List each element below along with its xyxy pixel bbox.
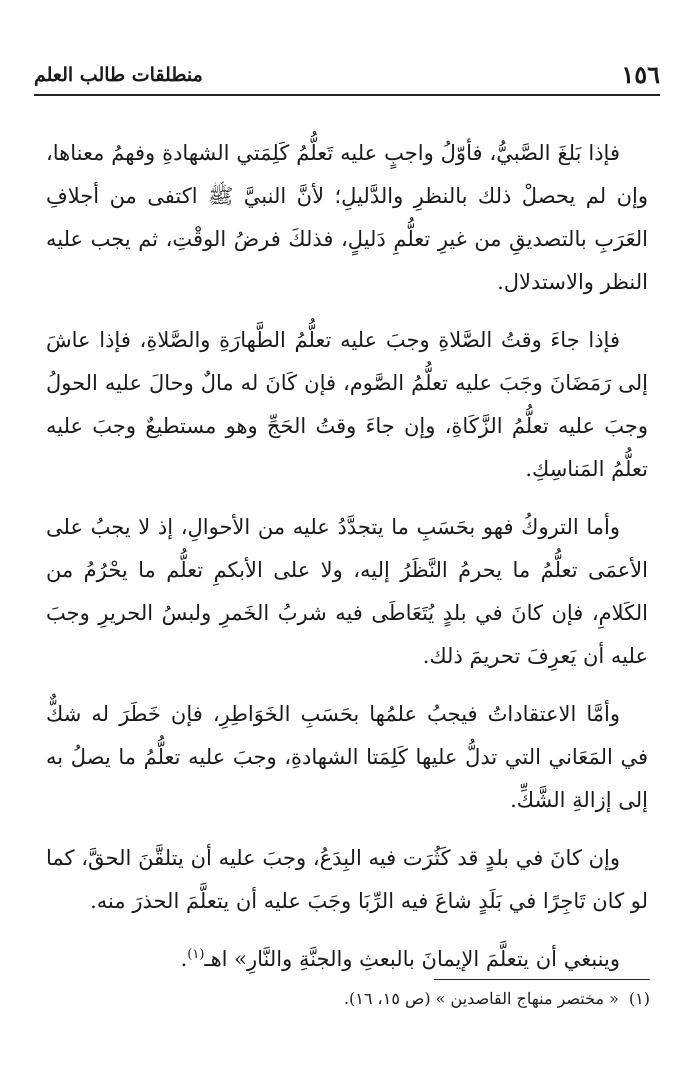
paragraph-6-text: وينبغي أن يتعلَّمَ الإيمانَ بالبعثِ والجنَّةِ والنَّارِ» اهـ: [204, 947, 620, 971]
page-number: ١٥٦: [621, 60, 660, 89]
footnote-item: [46, 986, 650, 1012]
paragraph-5: وإن كانَ في بلدٍ قد كَثُرَت فيه البِدَعُ، وجبَ عليه أن يتلقَّنَ الحقَّ، كما لو كان تَاجِرًا في بَلَدٍ شاعَ فيه الرِّبَا وجَبَ عليه أن يتعلَّمَ الحذرَ منه.: [46, 846, 648, 913]
paragraph-1: فإذا بَلغَ الصَّبيُّ، فأوّلُ واجبٍ عليه تَعلُّمُ كَلِمَتي الشهادةِ وفهمُ معناها، وإن لم يحصلْ ذلك بالنظرِ والدَّليلِ؛ لأنَّ النبيَّ ﷺ اكتفى من أجلافِ العَرَبِ بالتصديقِ من غيرِ تعلُّمِ دَليلٍ، فذلكَ فرضُ الوقْتِ، ثم يجب عليه النظر والاستدلال.: [46, 141, 648, 294]
footnote-reference: (١): [187, 947, 205, 962]
paragraph-2: فإذا جاءَ وقتُ الصَّلاةِ وجبَ عليه تعلُّمُ الطَّهارَةِ والصَّلاةِ، فإذا عاشَ إلى رَمَضَانَ وجَبَ عليه تعلُّمُ الصَّوم، فإن كَانَ له مالٌ وحالَ عليه الحولُ وجبَ عليه تعلُّمُ الزَّكَاةِ، وإن جاءَ وقتُ الحَجِّ وهو مستطيعٌ وجبَ عليه تعلُّمُ المَناسِكِ.: [46, 328, 648, 481]
paragraph-6-end: .: [180, 947, 188, 971]
paragraph-3: وأما التروكُ فهو بحَسَبِ ما يتجدَّدُ عليه من الأحوالِ، إذ لا يجبُ على الأعمَى تعلُّمُ ما يحرمُ النَّظَرُ إليه، ولا على الأبكمِ تعلُّم ما يحْرُمُ من الكَلامِ، فإن كانَ في بلدٍ يُتَعَاطَى فيه شربُ الخَمرِ ولبسُ الحريرِ وجبَ عليه أن يَعرِفَ تحريمَ ذلك.: [46, 515, 648, 668]
footnote-text: « مختصر منهاج القاصدين » (ص ١٥، ١٦).: [343, 989, 619, 1008]
running-title: منطلقات طالب العلم: [34, 64, 203, 86]
footnote-divider: [434, 979, 650, 980]
header-divider: [34, 94, 660, 96]
paragraph-6: [46, 938, 648, 981]
paragraph-4: وأمَّا الاعتقاداتُ فيجبُ علمُها بحَسَبِ الخَوَاطِرِ، فإن خَطَرَ له شكٌّ في المَعَاني التي تدلُّ عليها كَلِمَتا الشهادةِ، وجبَ عليه تعلُّمُ ما يصلُ به إلى إزالةِ الشَّكِّ.: [46, 702, 648, 812]
main-text: [46, 132, 648, 981]
footnote-number: (١): [628, 989, 650, 1008]
footnotes: [46, 986, 650, 1012]
page-header: [34, 58, 660, 92]
